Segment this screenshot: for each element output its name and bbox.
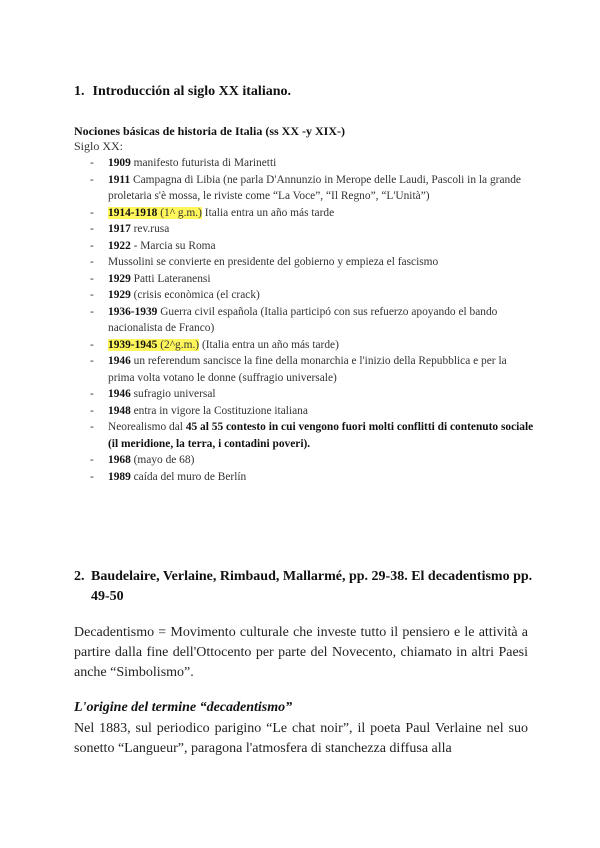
timeline-item — [74, 452, 534, 469]
timeline-text: (2^g.m.) — [157, 338, 200, 351]
timeline-item — [74, 172, 534, 205]
timeline-item — [74, 287, 534, 304]
highlighted-text — [108, 207, 202, 219]
timeline-text: (1^ g.m.) — [157, 206, 202, 219]
timeline-bold-text: 45 al 55 contesto in cui vengono fuori molti conflitti di contenuto sociale (il meridione, la terra, i contadini poveri). — [108, 421, 534, 450]
bullet-dash: - — [90, 239, 94, 252]
timeline-text: manifesto futurista di Marinetti — [130, 157, 277, 169]
timeline-year: 1989 — [108, 470, 131, 483]
timeline-year: 1936-1939 — [108, 305, 158, 318]
timeline-year: 1929 — [108, 289, 131, 301]
origin-paragraph: Nel 1883, sul periodico parigino “Le chat noir”, il poeta Paul Verlaine nel suo sonetto “Langueur”, paragona l'atmosfera di stanchezza diffusa alla — [74, 721, 528, 756]
timeline-text-after: (Italia entra un año más tarde) — [199, 338, 339, 351]
century-label: Siglo XX: — [74, 139, 124, 153]
timeline-text: sufragio universal — [130, 388, 216, 400]
timeline-year: 1929 — [108, 272, 131, 285]
timeline-text: Campagna di Libia (ne parla D'Annunzio in Merope delle Laudi, Pascoli in la grande proletaria s'è mossa, le riviste come “La Voce”, “Il Regno”, “L'Unità”) — [108, 173, 521, 202]
timeline-year: 1946 — [108, 388, 131, 400]
section-2-title: Baudelaire, Verlaine, Rimbaud, Mallarmé, pp. 29-38. El decadentismo pp. 49-50 — [91, 569, 533, 604]
timeline-year: 1911 — [108, 173, 131, 186]
highlighted-text — [108, 339, 199, 351]
bullet-dash: - — [90, 305, 94, 318]
timeline-text: un referendum sancisce la fine della monarchia e l'inizio della Repubblica e per la prima volta votano le donne (suffragio universale) — [108, 355, 507, 384]
timeline-item — [74, 469, 534, 486]
section-1-heading — [74, 84, 291, 100]
bullet-dash: - — [90, 454, 94, 466]
timeline-item — [74, 155, 534, 172]
bullet-dash: - — [90, 388, 94, 400]
timeline-text: caída del muro de Berlín — [130, 470, 247, 483]
timeline-year: 1968 — [108, 454, 131, 466]
timeline-item — [74, 254, 534, 271]
timeline-year: 1922 — [108, 239, 131, 252]
bullet-dash: - — [90, 470, 94, 483]
timeline-text: (crisis econòmica (el crack) — [130, 289, 260, 301]
bullet-dash: - — [90, 421, 94, 433]
timeline-text-after: Italia entra un año más tarde — [201, 206, 335, 219]
timeline-item — [74, 271, 534, 288]
section-1-title: Introducción al siglo XX italiano. — [92, 84, 291, 99]
bullet-dash: - — [90, 223, 94, 235]
section-2-heading — [74, 567, 534, 607]
section-1-number: 1. — [74, 84, 85, 99]
timeline-text: rev.rusa — [130, 223, 170, 235]
bullet-dash: - — [90, 338, 94, 351]
bullet-dash: - — [90, 256, 94, 268]
timeline-list — [74, 155, 534, 485]
decadentismo-definition: Decadentismo = Movimento culturale che investe tutto il pensiero e le attività a partire dalla fine dell'Ottocento per parte del Novecento, chiamato in altri Paesi anche “Simbolismo”. — [74, 625, 528, 680]
timeline-text: (mayo de 68) — [130, 454, 195, 466]
timeline-year: 1939-1945 — [108, 338, 158, 351]
timeline-year: 1914-1918 — [108, 206, 158, 219]
timeline-item — [74, 221, 534, 238]
timeline-year: 1909 — [108, 157, 131, 169]
section-2-number: 2. — [74, 569, 85, 584]
bullet-dash: - — [90, 289, 94, 301]
timeline-text: Neorealismo dal — [108, 421, 186, 433]
bullet-dash: - — [90, 157, 94, 169]
timeline-item — [74, 337, 534, 354]
timeline-item — [74, 353, 534, 386]
bullet-dash: - — [90, 206, 94, 219]
origin-heading: L'origine del termine “decadentismo” — [74, 700, 293, 715]
bullet-dash: - — [90, 173, 94, 186]
timeline-year: 1946 — [108, 355, 131, 367]
timeline-year: 1948 — [108, 404, 131, 417]
timeline-item — [74, 205, 534, 222]
timeline-text: entra in vigore la Costituzione italiana — [130, 404, 308, 417]
timeline-item — [74, 238, 534, 255]
bullet-dash: - — [90, 272, 94, 285]
timeline-year: 1917 — [108, 223, 131, 235]
timeline-text: Mussolini se convierte en presidente del gobierno y empieza el fascismo — [108, 256, 439, 268]
timeline-item — [74, 403, 534, 420]
timeline-text: Guerra civil española (Italia participó con sus refuerzo apoyando el bando nacionalista de Franco) — [108, 305, 498, 334]
timeline-text: Patti Lateranensi — [130, 272, 211, 285]
bullet-dash: - — [90, 404, 94, 417]
timeline-item — [74, 304, 534, 337]
timeline-item — [74, 419, 534, 452]
bullet-dash: - — [90, 355, 94, 367]
timeline-item — [74, 386, 534, 403]
history-subtitle: Nociones básicas de historia de Italia (ss XX -y XIX-) — [74, 124, 345, 138]
timeline-text: - Marcia su Roma — [130, 239, 216, 252]
